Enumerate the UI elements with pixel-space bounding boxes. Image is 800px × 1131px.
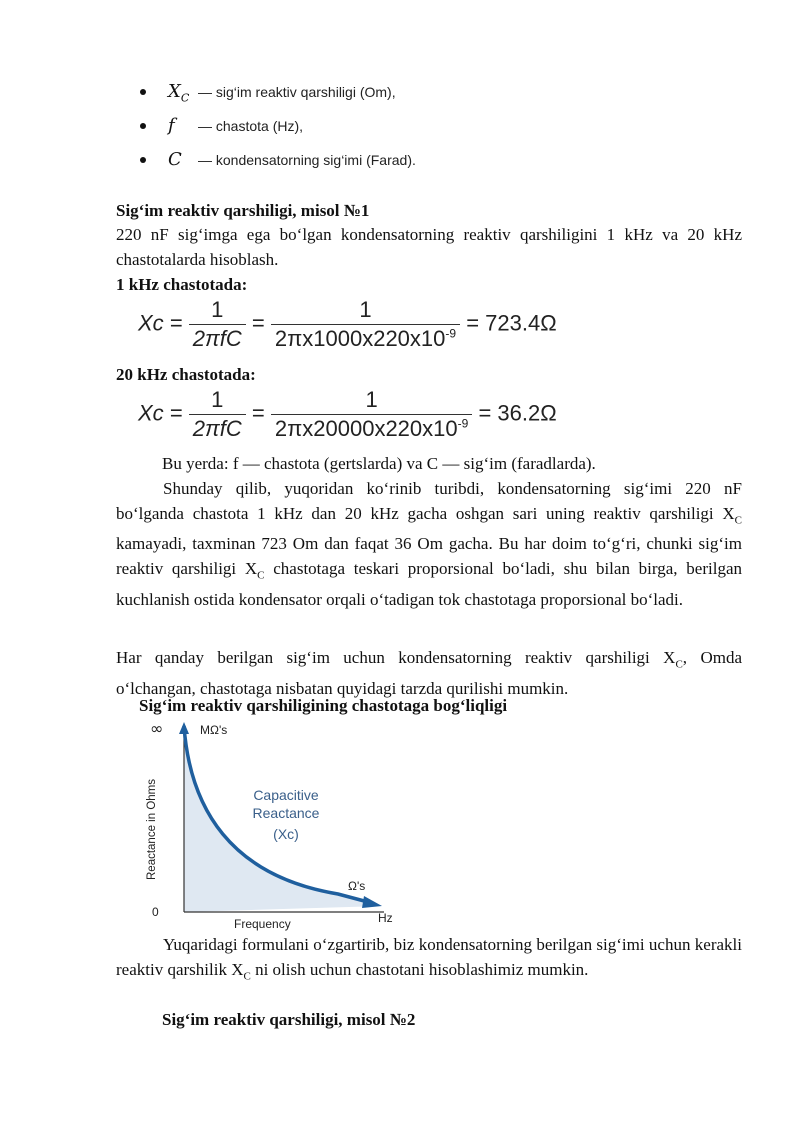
curve-arrow-icon — [362, 896, 382, 908]
symbol-c: C — [168, 149, 182, 170]
reactance-frequency-figure — [138, 718, 400, 932]
case2-heading: 20 kHz chastotada: — [116, 365, 256, 384]
para-conclusion: Shunday qilib, yuqoridan ko‘rinib turibdi, kondensatorning sig‘imi 220 nF bo‘lganda chastota 1 kHz dan 20 kHz gacha oshgan sari uning reaktiv qarshiligi $X_C$ kamayadi, taxminan 723 Om dan faqat 36 Om gacha. Bu har doim to‘g‘ri, chunki sig‘im reaktiv qarshiligi $X_C$ chastotaga teskari proporsional bo‘ladi, shu bilan birga, berilgan kuchlanish ostida kondensator orqali o‘tadigan tok chastotaga proporsional bo‘ladi. — [116, 479, 742, 609]
bullet-icon — [140, 123, 146, 129]
formula-1khz: Xc = $\frac{1}{\text{2πfC}}$ = $\frac{1}{2\pi x1000x220x10^{-9}}$ = 723.4Ω — [138, 297, 557, 351]
formula-result: = 36.2Ω — [478, 400, 557, 426]
formula-lhs: Xc — [138, 400, 164, 426]
para-rearrange: Yuqaridagi formulani o‘zgartirib, biz kondensatorning berilgan sig‘imi uchun kerakli reaktiv qarshilik $X_C$ ni olish uchun chastotani hisoblashimiz mumkin. — [116, 935, 742, 982]
y-bottom-label: 0 — [152, 905, 159, 919]
formula-lhs: Xc — [138, 310, 164, 336]
example1-intro: 220 nF sig‘imga ega bo‘lgan kondensatorning reaktiv qarshiligini 1 kHz va 20 kHz chastotalarda hisoblash. — [116, 225, 742, 269]
curve-label: (Xc) — [273, 826, 299, 842]
low-unit-label: Ω's — [348, 879, 366, 893]
list-item — [140, 112, 740, 146]
list-item — [140, 78, 740, 112]
formula-result: = 723.4Ω — [466, 310, 557, 336]
fraction: $\frac{1}{2\pi x1000x220x10^{-9}}$ — [271, 297, 460, 352]
definition-list — [140, 78, 740, 180]
formula-20khz: Xc = $\frac{1}{\text{2πfC}}$ = $\frac{1}{2\pi x20000x220x10^{-9}}$ = 36.2Ω — [138, 387, 557, 441]
definition-text: — chastota (Hz), — [198, 118, 304, 134]
symbol-xc: $X_C$ — [168, 81, 190, 105]
example1-heading: Sig‘im reaktiv qarshiligi, misol №1 — [116, 201, 370, 220]
case1-heading: 1 kHz chastotada: — [116, 275, 248, 294]
para-where: Bu yerda: f — chastota (gertslarda) va C — sig‘im (faradlarda). — [162, 454, 596, 473]
para-plot: Har qanday berilgan sig‘im uchun kondensatorning reaktiv qarshiligi $X_C$, Omda o‘lchangan, chastotaga nisbatan quyidagi tarzda qurilishi mumkin. — [116, 648, 742, 698]
curve-label: Reactance — [252, 805, 320, 821]
x-unit-label: Hz — [378, 911, 393, 925]
definition-text: — kondensatorning sig‘imi (Farad). — [198, 152, 416, 168]
fraction: $\frac{1}{2\pi x20000x220x10^{-9}}$ — [271, 387, 472, 442]
x-axis-label: Frequency — [234, 917, 291, 931]
top-unit-label: MΩ's — [200, 723, 228, 737]
bullet-icon — [140, 89, 146, 95]
symbol-f: f — [168, 115, 175, 136]
figure-caption: Sig‘im reaktiv qarshiligining chastotaga bog‘liqligi — [139, 696, 508, 715]
bullet-icon — [140, 157, 146, 163]
list-item — [140, 146, 740, 180]
y-top-label: ∞ — [150, 719, 164, 738]
curve-label: Capacitive — [253, 787, 319, 803]
example2-heading: Sig‘im reaktiv qarshiligi, misol №2 — [162, 1010, 416, 1029]
y-axis-label: Reactance in Ohms — [146, 779, 158, 880]
definition-text: — sig‘im reaktiv qarshiligi (Om), — [198, 84, 396, 100]
fraction: $\frac{1}{\text{2πfC}}$ — [189, 387, 246, 442]
fraction: $\frac{1}{\text{2πfC}}$ — [189, 297, 246, 352]
